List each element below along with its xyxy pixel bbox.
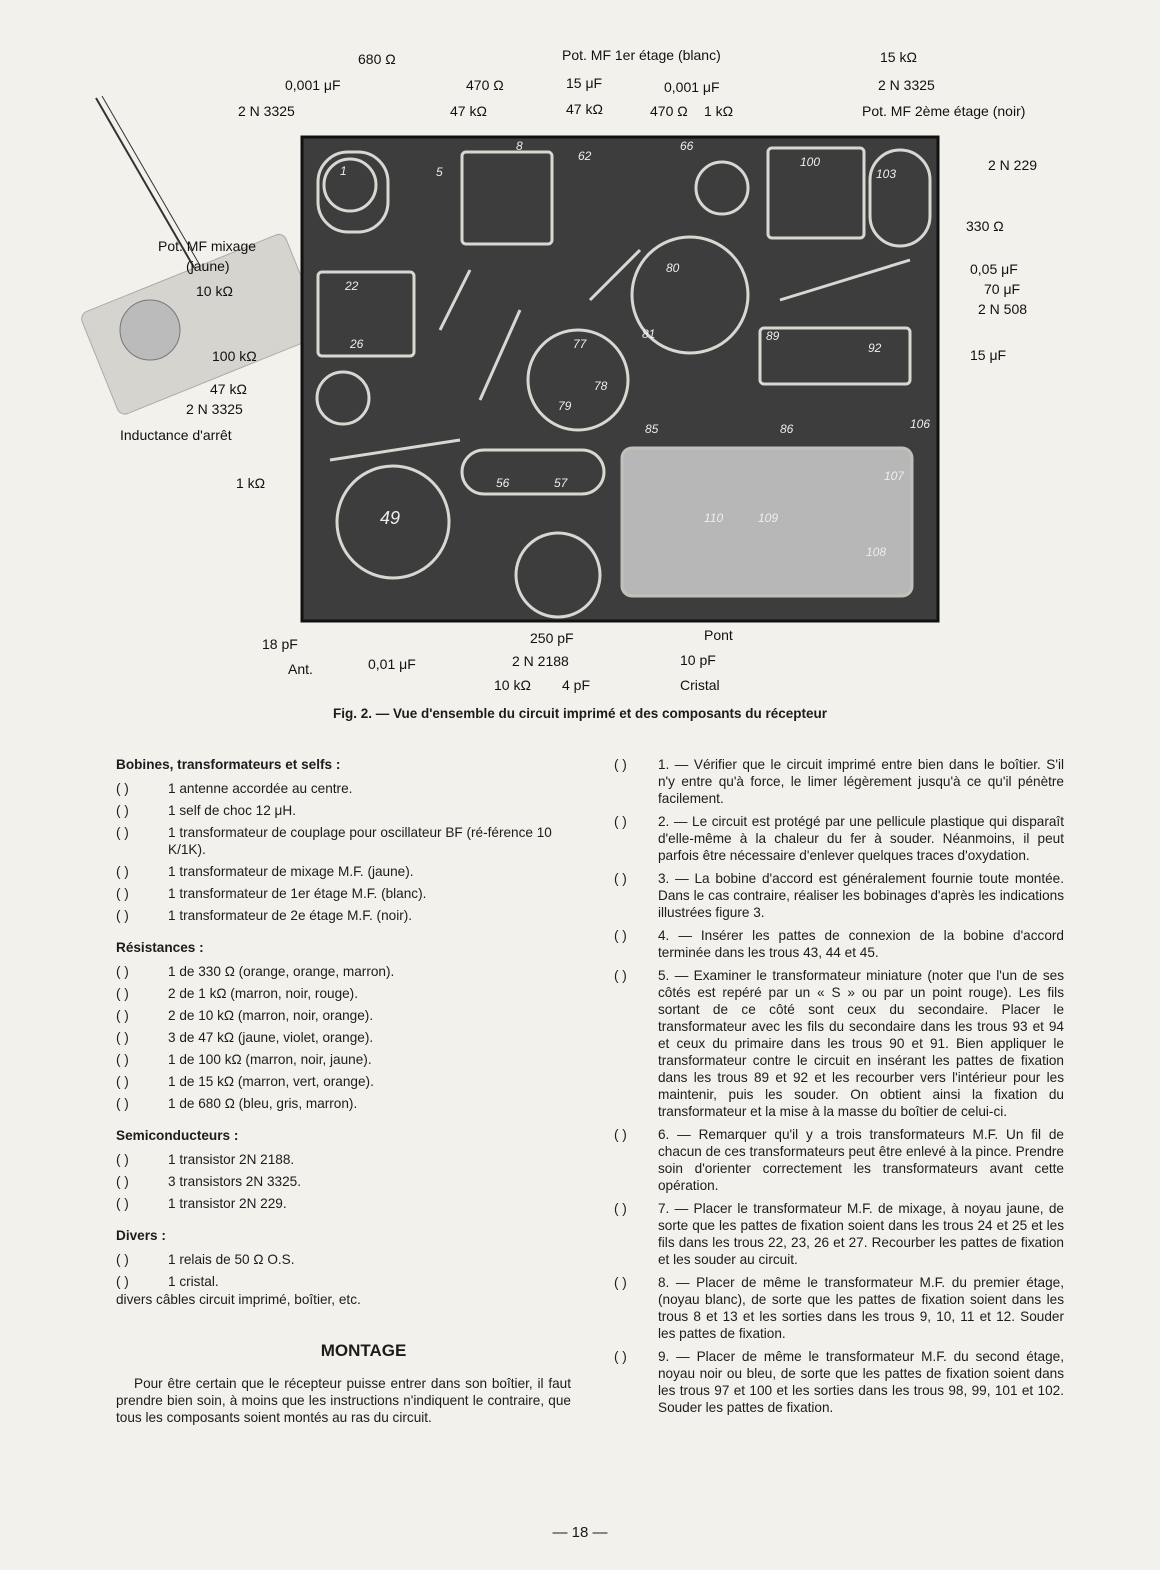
semiconducteur-item — [116, 1151, 571, 1168]
label-330-ohm: 330 Ω — [966, 218, 1004, 234]
divers-item — [116, 1273, 571, 1290]
bobine-text: 1 transformateur de couplage pour oscillateur BF (ré-férence 10 K/1K). — [168, 825, 552, 857]
bobines-list — [116, 780, 571, 924]
bobine-text: 1 transformateur de 2e étage M.F. (noir). — [168, 908, 413, 923]
assembly-step — [614, 756, 1064, 807]
resistance-item — [116, 1095, 571, 1112]
assembly-step-text: 4. — Insérer les pattes de connexion de la bobine d'accord terminée dans les trous 43, 44 et 45. — [658, 928, 1064, 960]
assembly-step-text: 5. — Examiner le transformateur miniature (noter que l'un de ses côtés est repéré par un « S » ou par un point rouge). Les fils sortant de ce côté sont ceux du secondaire. Placer le transformateur avec les fils du secondaire dans les trous 93 et 94 et ceux du primaire dans les trous 90 et 91. Bien appliquer le transformateur contre le circuit en insérant les pattes de fixation dans les trous 89 et 92 et les recourber vers l'intérieur pour les maintenir, puis les souder. On obtient ainsi la fixation du transformateur et la mise à la masse du boîtier de celui-ci. — [658, 968, 1064, 1119]
assembly-step — [614, 1200, 1064, 1268]
semiconducteur-text: 1 transistor 2N 229. — [168, 1196, 287, 1211]
montage-heading: MONTAGE — [320, 1341, 407, 1360]
label-0001-uf-b: 0,001 μF — [664, 79, 720, 95]
resistance-item — [116, 1073, 571, 1090]
checkbox-marker: ( ) — [116, 1252, 129, 1267]
bobine-item — [116, 824, 571, 858]
semiconducteur-item — [116, 1173, 571, 1190]
label-ant: Ant. — [288, 661, 313, 677]
semiconducteur-text: 1 transistor 2N 2188. — [168, 1152, 295, 1167]
label-470-ohm-b: 470 Ω — [650, 103, 688, 119]
bobine-item — [116, 863, 571, 880]
svg-text:66: 66 — [680, 139, 694, 153]
label-1k-b: 1 kΩ — [236, 475, 266, 491]
label-47k-a: 47 kΩ — [450, 103, 487, 119]
assembly-step — [614, 927, 1064, 961]
label-70-uf: 70 μF — [984, 281, 1021, 297]
label-100k: 100 kΩ — [212, 348, 257, 364]
page-number: — 18 — — [552, 1524, 608, 1541]
assembly-step — [614, 1274, 1064, 1342]
checkbox-marker: ( ) — [614, 928, 627, 943]
checkbox-marker: ( ) — [116, 986, 129, 1001]
svg-text:80: 80 — [666, 261, 680, 275]
label-0001-uf: 0,001 μF — [285, 77, 341, 93]
label-2n508: 2 N 508 — [978, 301, 1028, 317]
resistance-text: 2 de 1 kΩ (marron, noir, rouge). — [168, 986, 358, 1001]
bobine-item — [116, 780, 571, 797]
checkbox-marker: ( ) — [116, 1174, 129, 1189]
svg-text:108: 108 — [866, 545, 887, 559]
checkbox-marker: ( ) — [614, 871, 627, 886]
assembly-step-text: 3. — La bobine d'accord est généralement fournie toute montée. Dans le cas contraire, réaliser les bobinages d'après les indications illustrées figure 3. — [658, 871, 1064, 920]
resistances-list — [116, 963, 571, 1112]
svg-text:86: 86 — [780, 422, 794, 436]
assembly-step — [614, 1126, 1064, 1194]
resistance-text: 3 de 47 kΩ (jaune, violet, orange). — [168, 1030, 374, 1045]
resistance-text: 1 de 330 Ω (orange, orange, marron). — [168, 964, 395, 979]
label-250-pf: 250 pF — [530, 630, 574, 646]
section-heading-resistances: Résistances : — [116, 940, 204, 955]
svg-text:106: 106 — [910, 417, 931, 431]
label-47k-b: 47 kΩ — [566, 101, 603, 117]
bobine-text: 1 antenne accordée au centre. — [168, 781, 353, 796]
svg-text:92: 92 — [868, 341, 882, 355]
svg-text:77: 77 — [573, 337, 587, 351]
checkbox-marker: ( ) — [116, 1008, 129, 1023]
checkbox-marker: ( ) — [614, 1201, 627, 1216]
label-2n3325-top: 2 N 3325 — [238, 103, 295, 119]
divers-text: 1 cristal. — [168, 1274, 219, 1289]
label-2n3325-left: 2 N 3325 — [186, 401, 243, 417]
assembly-step-text: 9. — Placer de même le transformateur M.F. du second étage, noyau noir ou bleu, de sorte que les pattes de fixation soient dans les trous 97 et 100 et les sorties dans les trous 98, 99, 101 et 102. Souder les pattes de fixation. — [658, 1349, 1064, 1415]
component-list — [116, 756, 571, 1426]
label-15-uf-b: 15 μF — [970, 347, 1007, 363]
assembly-step — [614, 967, 1064, 1120]
assembly-step-text: 8. — Placer de même le transformateur M.F. du premier étage, (noyau blanc), de sorte que les pattes de fixation soient dans les trous 8 et 13 et les sorties dans les trous 9, 10, 11 et 12. Souder les pattes de fixation. — [658, 1275, 1064, 1341]
section-heading-semiconducteurs: Semiconducteurs : — [116, 1128, 239, 1143]
resistance-item — [116, 1029, 571, 1046]
figure-caption: Fig. 2. — Vue d'ensemble du circuit imprimé et des composants du récepteur — [332, 706, 828, 721]
label-2n3325-right: 2 N 3325 — [878, 77, 935, 93]
checkbox-marker: ( ) — [116, 1274, 129, 1289]
label-pont: Pont — [704, 627, 733, 643]
label-470-ohm-a: 470 Ω — [466, 77, 504, 93]
checkbox-marker: ( ) — [614, 968, 627, 983]
semiconducteur-text: 3 transistors 2N 3325. — [168, 1174, 301, 1189]
resistance-text: 1 de 100 kΩ (marron, noir, jaune). — [168, 1052, 372, 1067]
circuit-figure — [0, 0, 1160, 700]
label-pot-mf-mixage: Pot. MF mixage — [158, 238, 257, 254]
section-heading-bobines: Bobines, transformateurs et selfs : — [116, 757, 341, 772]
svg-text:89: 89 — [766, 329, 780, 343]
checkbox-marker: ( ) — [116, 825, 129, 840]
assembly-step-text: 6. — Remarquer qu'il y a trois transformateurs M.F. Un fil de chacun de ces transformateurs peut être enlevé à la pince. Prendre soin d'orienter correctement les transformateurs avant cette opération. — [658, 1127, 1064, 1193]
label-001-uf: 0,01 μF — [368, 656, 416, 672]
checkbox-marker: ( ) — [116, 1030, 129, 1045]
svg-text:62: 62 — [578, 149, 592, 163]
checkbox-marker: ( ) — [116, 964, 129, 979]
svg-text:85: 85 — [645, 422, 659, 436]
bobine-item — [116, 907, 571, 924]
label-pot-mf-2eme: Pot. MF 2ème étage (noir) — [862, 103, 1026, 119]
checkbox-marker: ( ) — [614, 1127, 627, 1142]
checkbox-marker: ( ) — [116, 1074, 129, 1089]
resistance-text: 1 de 15 kΩ (marron, vert, orange). — [168, 1074, 374, 1089]
label-pot-mf-1er: Pot. MF 1er étage (blanc) — [562, 47, 721, 63]
svg-text:107: 107 — [884, 469, 905, 483]
semiconducteurs-list — [116, 1151, 571, 1212]
svg-text:79: 79 — [558, 399, 572, 413]
svg-text:1: 1 — [340, 164, 347, 178]
bobine-text: 1 self de choc 12 μH. — [168, 803, 296, 818]
label-1k-a: 1 kΩ — [704, 103, 734, 119]
label-10k-b: 10 kΩ — [494, 677, 531, 693]
checkbox-marker: ( ) — [116, 864, 129, 879]
divers-item — [116, 1251, 571, 1268]
checkbox-marker: ( ) — [116, 803, 129, 818]
svg-text:57: 57 — [554, 476, 568, 490]
label-15-uf: 15 μF — [566, 75, 603, 91]
checkbox-marker: ( ) — [614, 757, 627, 772]
resistance-item — [116, 985, 571, 1002]
svg-text:100: 100 — [800, 155, 821, 169]
assembly-step-text: 1. — Vérifier que le circuit imprimé entre bien dans le boîtier. S'il n'y entre qu'à force, le limer légèrement jusqu'à ce qu'il pénètre facilement. — [658, 757, 1064, 806]
checkbox-marker: ( ) — [116, 781, 129, 796]
semiconducteur-item — [116, 1195, 571, 1212]
label-10k-a: 10 kΩ — [196, 283, 233, 299]
resistance-text: 1 de 680 Ω (bleu, gris, marron). — [168, 1096, 358, 1111]
assembly-step-text: 2. — Le circuit est protégé par une pellicule plastique qui disparaît d'elle-même à la chaleur du fer à souder. Néanmoins, il peut parfois être nécessaire d'enlever quelques traces d'oxydation. — [658, 814, 1064, 863]
assembly-step — [614, 870, 1064, 921]
bobine-item — [116, 885, 571, 902]
svg-text:56: 56 — [496, 476, 510, 490]
assembly-steps — [614, 756, 1064, 1422]
resistance-item — [116, 1051, 571, 1068]
svg-text:103: 103 — [876, 167, 897, 181]
resistance-item — [116, 1007, 571, 1024]
resistance-text: 2 de 10 kΩ (marron, noir, orange). — [168, 1008, 374, 1023]
svg-text:78: 78 — [594, 379, 608, 393]
label-jaune: (jaune) — [186, 258, 230, 274]
divers-list — [116, 1251, 571, 1290]
label-2n2188: 2 N 2188 — [512, 653, 569, 669]
checkbox-marker: ( ) — [116, 908, 129, 923]
svg-text:49: 49 — [380, 508, 401, 528]
svg-text:26: 26 — [350, 337, 364, 351]
svg-text:8: 8 — [516, 139, 523, 153]
resistance-item — [116, 963, 571, 980]
bobine-item — [116, 802, 571, 819]
assembly-step — [614, 813, 1064, 864]
label-680-ohm: 680 Ω — [358, 51, 396, 67]
checkbox-marker: ( ) — [614, 1275, 627, 1290]
assembly-step — [614, 1348, 1064, 1416]
checkbox-marker: ( ) — [614, 1349, 627, 1364]
divers-text: 1 relais de 50 Ω O.S. — [168, 1252, 295, 1267]
label-47k-c: 47 kΩ — [210, 381, 247, 397]
label-cristal: Cristal — [680, 677, 720, 693]
checkbox-marker: ( ) — [116, 1052, 129, 1067]
label-15k: 15 kΩ — [880, 49, 917, 65]
checkbox-marker: ( ) — [116, 886, 129, 901]
svg-text:22: 22 — [345, 279, 359, 293]
assembly-step-text: 7. — Placer le transformateur M.F. de mixage, à noyau jaune, de sorte que les pattes de fixation soient dans les trous 24 et 25 et les fils dans les trous 22, 23, 26 et 27. Recourber les pattes de fixation et les souder au circuit. — [658, 1201, 1064, 1267]
label-inductance-arret: Inductance d'arrêt — [120, 427, 232, 443]
checkbox-marker: ( ) — [116, 1096, 129, 1111]
bobine-text: 1 transformateur de mixage M.F. (jaune). — [168, 864, 414, 879]
checkbox-marker: ( ) — [614, 814, 627, 829]
svg-text:5: 5 — [436, 165, 443, 179]
montage-paragraph: Pour être certain que le récepteur puisse entrer dans son boîtier, il faut prendre bien soin, à moins que les instructions n'indiquent le contraire, que tous les composants soient montés au ras du circuit. — [116, 1376, 571, 1425]
svg-text:81: 81 — [642, 327, 656, 341]
label-18-pf: 18 pF — [262, 636, 298, 652]
divers-extra-line: divers câbles circuit imprimé, boîtier, etc. — [116, 1292, 361, 1307]
section-heading-divers: Divers : — [116, 1228, 166, 1243]
svg-text:109: 109 — [758, 511, 779, 525]
checkbox-marker: ( ) — [116, 1152, 129, 1167]
label-10-pf: 10 pF — [680, 652, 716, 668]
checkbox-marker: ( ) — [116, 1196, 129, 1211]
label-2n229: 2 N 229 — [988, 157, 1038, 173]
antenna-drawing — [79, 96, 324, 416]
label-005-uf: 0,05 μF — [970, 261, 1018, 277]
svg-text:110: 110 — [704, 511, 724, 525]
bobine-text: 1 transformateur de 1er étage M.F. (blanc). — [168, 886, 427, 901]
label-4-pf: 4 pF — [562, 677, 591, 693]
